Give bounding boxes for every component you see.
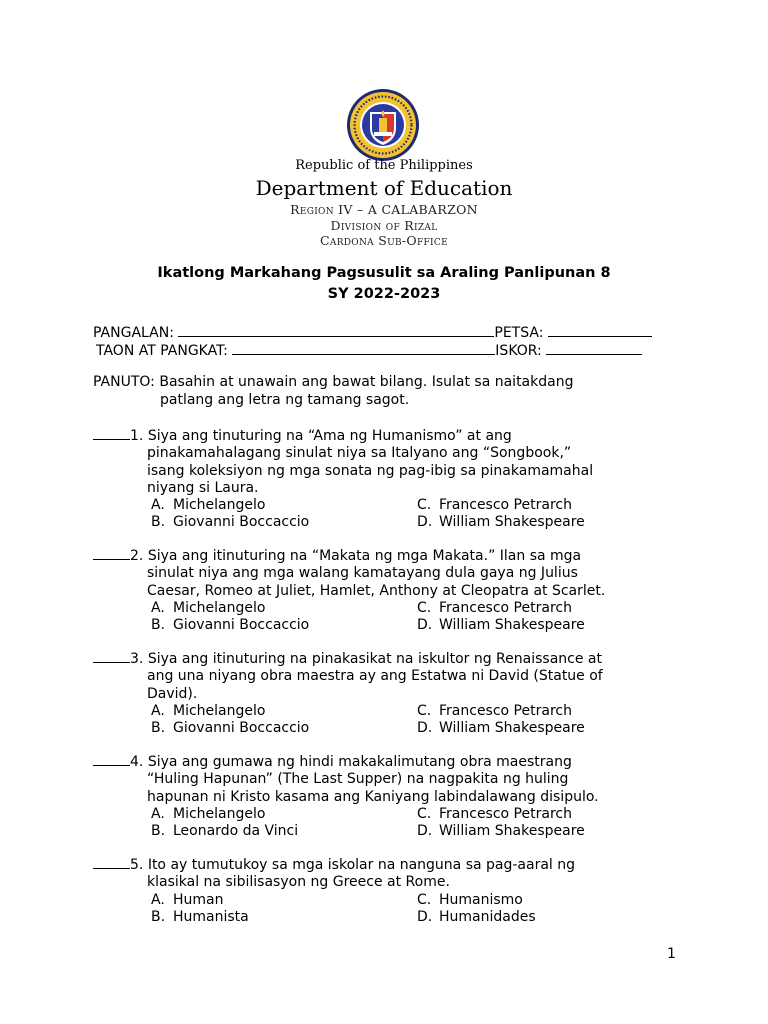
question-text: sinulat niya ang mga walang kamatayang dula gaya ng Julius [147,565,578,582]
directions-label: PANUTO: [93,374,155,390]
choice-letter: C. [417,891,432,908]
choice-letter: A. [151,599,165,616]
choice-letter: A. [151,497,165,514]
choice-letter: A. [151,891,165,908]
question-1 [93,426,693,532]
question-number: 5. [130,857,144,873]
answer-choices [151,497,693,532]
choice-letter: B. [151,823,166,840]
grade-section-field[interactable] [232,340,495,355]
score-field[interactable] [546,340,642,355]
choice-letter: B. [151,908,166,925]
answer-blank[interactable] [93,752,130,766]
division-line: Division of Rizal [330,218,438,233]
name-label: PANGALAN: [93,325,174,341]
directions [93,373,653,409]
answer-choice [417,806,677,823]
question-stem-line [93,649,693,668]
question-number: 3. [130,651,144,667]
choice-letter: B. [151,720,166,737]
choice-letter: D. [417,617,433,634]
answer-choice [151,892,417,909]
directions-line-2: patlang ang letra ng tamang sagot. [160,392,410,408]
question-text: Siya ang gumawa ng hindi makakalimutang obra maestrang [147,754,572,770]
choice-letter: B. [151,514,166,531]
question-3 [93,649,693,737]
deped-seal-logo [346,88,420,162]
choice-text: William Shakespeare [439,823,585,840]
question-text: Ito ay tumutukoy sa mga iskolar na nanguna sa pag-aaral ng [147,857,576,873]
question-text: ang una niyang obra maestra ay ang Estatwa ni David (Statue of [147,668,603,685]
choice-letter: D. [417,823,433,840]
question-text: hapunan ni Kristo kasama ang Kaniyang labindalawang disipulo. [147,788,599,805]
choice-letter: B. [151,617,166,634]
choice-letter: C. [417,599,432,616]
choice-text: Giovanni Boccaccio [173,720,310,737]
question-stem-line [93,855,693,874]
choice-text: Leonardo da Vinci [173,823,299,840]
date-field[interactable] [548,322,652,337]
answer-choices [151,600,693,635]
question-number: 2. [130,548,144,564]
question-text: niyang si Laura. [147,479,259,496]
grade-score-row [96,340,642,359]
department-name: Department of Education [255,176,513,200]
answer-choice [151,720,417,737]
choice-text: Francesco Petrarch [439,702,572,719]
question-2 [93,546,693,634]
choice-text: Human [173,891,224,908]
question-text: klasikal na sibilisasyon ng Greece at Rome. [147,874,450,891]
answer-choice [417,703,677,720]
answer-blank[interactable] [93,546,130,560]
choice-text: William Shakespeare [439,617,585,634]
question-text: Caesar, Romeo at Juliet, Hamlet, Anthony at Cleopatra at Scarlet. [147,582,606,599]
answer-choice [417,617,677,634]
republic-line: Republic of the Philippines [295,158,473,173]
answer-blank[interactable] [93,649,130,663]
directions-line-1: Basahin at unawain ang bawat bilang. Isulat sa naitakdang [159,374,574,390]
choice-text: Humanista [173,908,249,925]
question-number: 1. [130,428,144,444]
answer-choice [417,497,677,514]
answer-choice [151,600,417,617]
question-text: Siya ang itinuturing na pinakasikat na iskultor ng Renaissance at [147,651,602,667]
choice-letter: D. [417,908,433,925]
answer-choice [151,703,417,720]
school-year: SY 2022-2023 [327,286,441,302]
question-text: “Huling Hapunan” (The Last Supper) na nagpakita ng huling [147,771,569,788]
answer-choices [151,892,693,927]
choice-text: Michelangelo [173,805,266,822]
answer-choices [151,806,693,841]
choice-text: Giovanni Boccaccio [173,617,310,634]
score-label: ISKOR: [495,343,542,359]
question-stem-line [93,752,693,771]
name-date-row [93,322,652,341]
answer-choice [151,497,417,514]
name-field[interactable] [178,322,494,337]
question-4 [93,752,693,840]
answer-choice [151,806,417,823]
page-number: 1 [667,946,676,962]
choice-letter: C. [417,805,432,822]
choice-text: Humanismo [439,891,523,908]
question-text: isang koleksiyon ng mga sonata ng pag-ibig sa pinakamamahal [147,462,594,479]
choice-text: William Shakespeare [439,514,585,531]
choice-letter: C. [417,702,432,719]
question-number: 4. [130,754,144,770]
question-stem-line [93,546,693,565]
question-text: Siya ang tinuturing na “Ama ng Humanismo” at ang [147,428,512,444]
question-text: Siya ang itinuturing na “Makata ng mga Makata.” Ilan sa mga [147,548,582,564]
date-label: PETSA: [494,325,544,341]
answer-choice [151,909,417,926]
question-5 [93,855,693,926]
answer-choices [151,703,693,738]
grade-section-label: TAON AT PANGKAT: [96,343,228,359]
answer-choice [417,720,677,737]
choice-letter: C. [417,497,432,514]
choice-letter: D. [417,514,433,531]
choice-text: Michelangelo [173,599,266,616]
choice-letter: A. [151,805,165,822]
question-text: David). [147,685,198,702]
answer-choice [417,909,677,926]
answer-choice [417,892,677,909]
choice-letter: A. [151,702,165,719]
exam-title: Ikatlong Markahang Pagsusulit sa Araling Panlipunan 8 [157,265,611,281]
answer-choice [151,514,417,531]
choice-text: Michelangelo [173,497,266,514]
answer-choice [417,823,677,840]
answer-choice [417,514,677,531]
choice-text: William Shakespeare [439,720,585,737]
region-line: Region IV – A CALABARZON [290,202,478,217]
choice-text: Francesco Petrarch [439,497,572,514]
choice-text: Francesco Petrarch [439,599,572,616]
sub-office-line: Cardona Sub-Office [320,233,448,248]
choice-text: Francesco Petrarch [439,805,572,822]
choice-text: Michelangelo [173,702,266,719]
choice-text: Giovanni Boccaccio [173,514,310,531]
answer-choice [417,600,677,617]
answer-blank[interactable] [93,855,130,869]
answer-blank[interactable] [93,426,130,440]
answer-choice [151,617,417,634]
question-stem-line [93,426,693,445]
answer-choice [151,823,417,840]
question-text: pinakamahalagang sinulat niya sa Italyano ang “Songbook,” [147,445,572,462]
choice-text: Humanidades [439,908,536,925]
choice-letter: D. [417,720,433,737]
